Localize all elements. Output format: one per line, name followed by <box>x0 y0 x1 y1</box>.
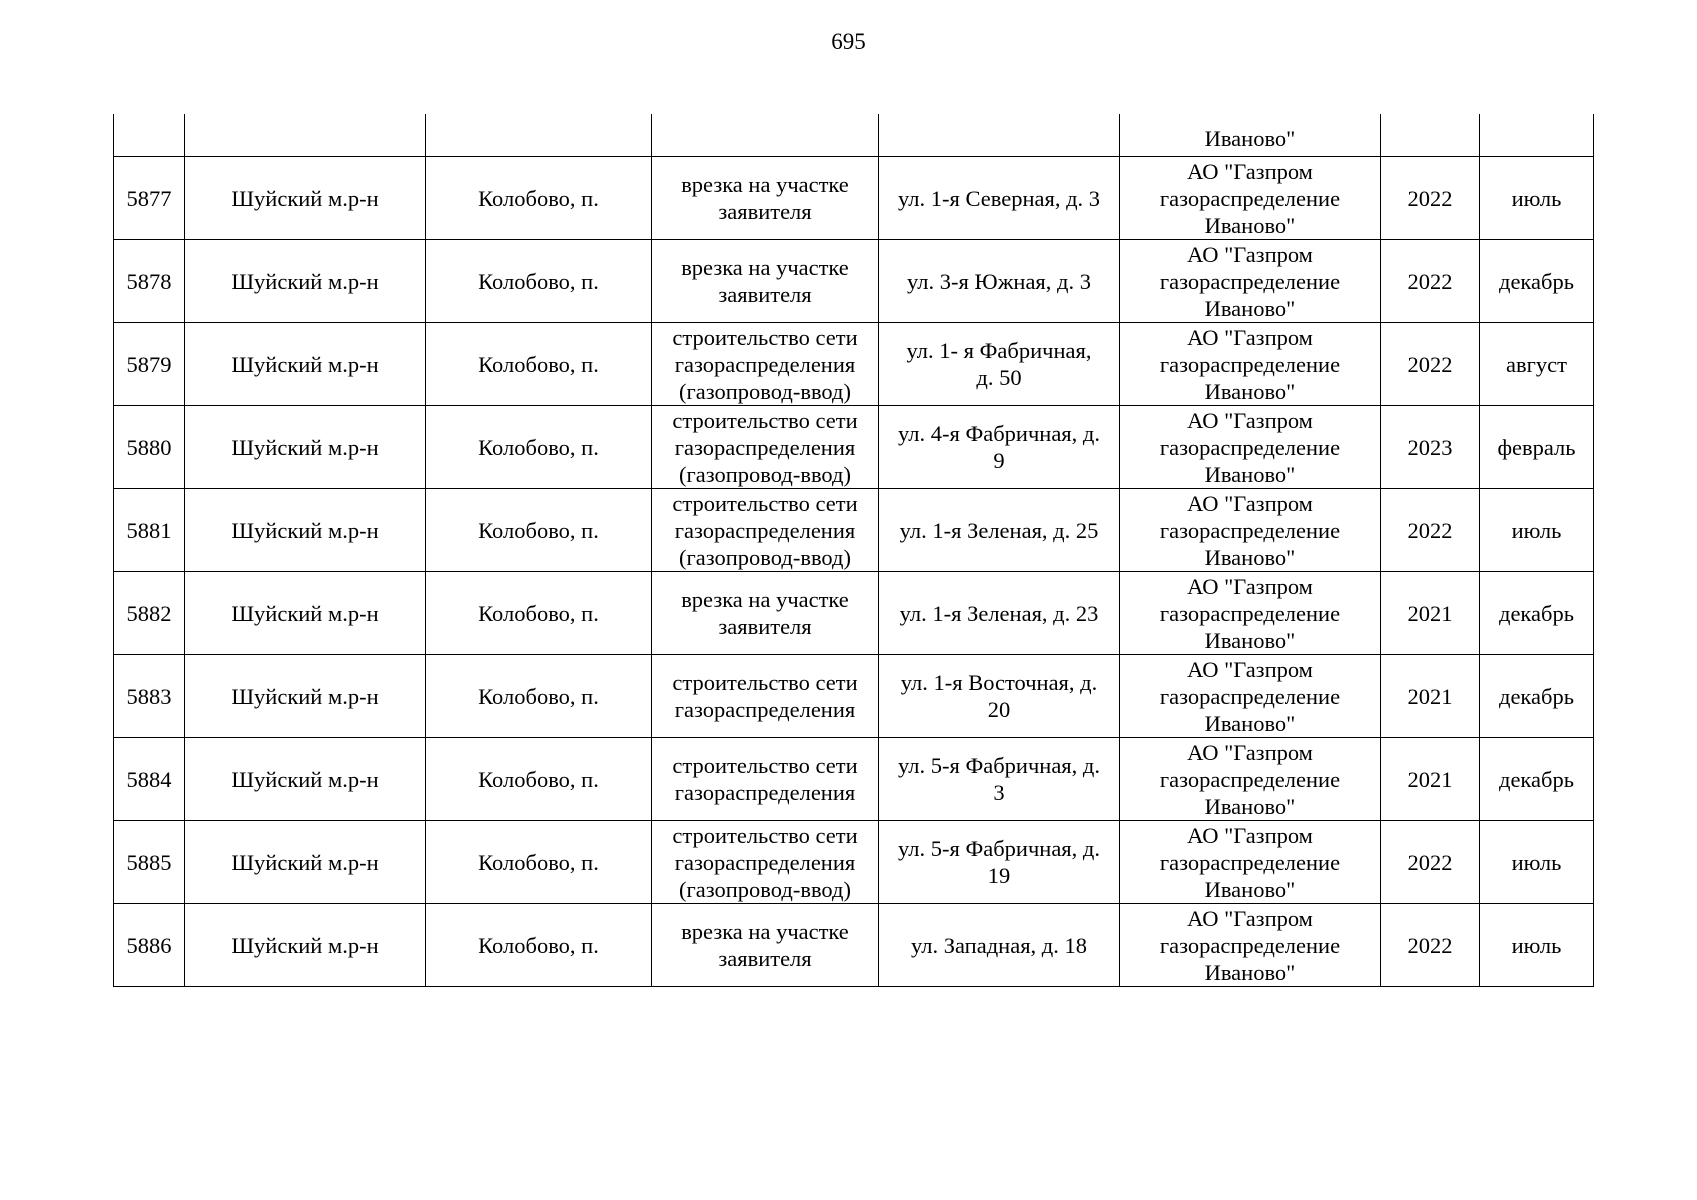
cell-month: июль <box>1480 821 1594 904</box>
cell-address: ул. 5-я Фабричная, д. 3 <box>879 738 1120 821</box>
cell-settlement: Колобово, п. <box>426 572 652 655</box>
cell-address: ул. 1-я Зеленая, д. 23 <box>879 572 1120 655</box>
cell-work-type: строительство сети газораспределения (газопровод-ввод) <box>652 406 879 489</box>
cell-address <box>879 114 1120 157</box>
cell-month: декабрь <box>1480 738 1594 821</box>
cell-organization: АО "Газпром газораспределение Иваново" <box>1120 904 1381 987</box>
cell-number: 5884 <box>114 738 185 821</box>
table-row <box>114 904 1594 987</box>
cell-number: 5881 <box>114 489 185 572</box>
table-row <box>114 821 1594 904</box>
cell-address: ул. 1-я Зеленая, д. 25 <box>879 489 1120 572</box>
cell-number: 5882 <box>114 572 185 655</box>
cell-district: Шуйский м.р-н <box>185 157 426 240</box>
cell-month: декабрь <box>1480 572 1594 655</box>
cell-month: февраль <box>1480 406 1594 489</box>
cell-work-type: строительство сети газораспределения <box>652 738 879 821</box>
cell-number: 5886 <box>114 904 185 987</box>
cell-work-type: врезка на участке заявителя <box>652 157 879 240</box>
cell-district: Шуйский м.р-н <box>185 655 426 738</box>
cell-year: 2022 <box>1381 821 1480 904</box>
cell-address: ул. 5-я Фабричная, д. 19 <box>879 821 1120 904</box>
cell-organization: АО "Газпром газораспределение Иваново" <box>1120 323 1381 406</box>
table-row <box>114 157 1594 240</box>
cell-district: Шуйский м.р-н <box>185 489 426 572</box>
cell-organization: АО "Газпром газораспределение Иваново" <box>1120 240 1381 323</box>
table-row <box>114 655 1594 738</box>
cell-year: 2021 <box>1381 738 1480 821</box>
cell-district: Шуйский м.р-н <box>185 904 426 987</box>
cell-number: 5878 <box>114 240 185 323</box>
cell-number: 5883 <box>114 655 185 738</box>
cell-settlement: Колобово, п. <box>426 655 652 738</box>
table-body <box>114 114 1594 987</box>
cell-number <box>114 114 185 157</box>
cell-district: Шуйский м.р-н <box>185 240 426 323</box>
cell-work-type: врезка на участке заявителя <box>652 240 879 323</box>
cell-year <box>1381 114 1480 157</box>
cell-year: 2022 <box>1381 489 1480 572</box>
cell-district: Шуйский м.р-н <box>185 738 426 821</box>
cell-month: август <box>1480 323 1594 406</box>
cell-work-type: строительство сети газораспределения (газопровод-ввод) <box>652 323 879 406</box>
cell-district <box>185 114 426 157</box>
cell-number: 5885 <box>114 821 185 904</box>
cell-settlement: Колобово, п. <box>426 904 652 987</box>
cell-settlement: Колобово, п. <box>426 240 652 323</box>
table-row <box>114 240 1594 323</box>
cell-address: ул. 4-я Фабричная, д. 9 <box>879 406 1120 489</box>
cell-month: декабрь <box>1480 240 1594 323</box>
table-row <box>114 738 1594 821</box>
cell-year: 2022 <box>1381 240 1480 323</box>
table-row <box>114 406 1594 489</box>
cell-year: 2022 <box>1381 904 1480 987</box>
cell-work-type: строительство сети газораспределения (газопровод-ввод) <box>652 821 879 904</box>
cell-settlement: Колобово, п. <box>426 821 652 904</box>
gas-connection-table <box>113 114 1594 987</box>
cell-month: июль <box>1480 489 1594 572</box>
cell-district: Шуйский м.р-н <box>185 821 426 904</box>
table-row <box>114 323 1594 406</box>
cell-work-type: строительство сети газораспределения (газопровод-ввод) <box>652 489 879 572</box>
cell-year: 2022 <box>1381 323 1480 406</box>
cell-address: ул. 1-я Северная, д. 3 <box>879 157 1120 240</box>
cell-organization: АО "Газпром газораспределение Иваново" <box>1120 489 1381 572</box>
cell-district: Шуйский м.р-н <box>185 406 426 489</box>
cell-settlement: Колобово, п. <box>426 157 652 240</box>
cell-organization: АО "Газпром газораспределение Иваново" <box>1120 821 1381 904</box>
cell-address: ул. 1-я Восточная, д. 20 <box>879 655 1120 738</box>
cell-organization: АО "Газпром газораспределение Иваново" <box>1120 655 1381 738</box>
cell-number: 5879 <box>114 323 185 406</box>
cell-month: июль <box>1480 904 1594 987</box>
cell-settlement <box>426 114 652 157</box>
table-row-continuation <box>114 114 1594 157</box>
cell-year: 2021 <box>1381 655 1480 738</box>
cell-month: декабрь <box>1480 655 1594 738</box>
cell-organization: АО "Газпром газораспределение Иваново" <box>1120 572 1381 655</box>
cell-year: 2021 <box>1381 572 1480 655</box>
cell-organization: Иваново" <box>1120 114 1381 157</box>
cell-settlement: Колобово, п. <box>426 738 652 821</box>
cell-address: ул. Западная, д. 18 <box>879 904 1120 987</box>
cell-month: июль <box>1480 157 1594 240</box>
cell-organization: АО "Газпром газораспределение Иваново" <box>1120 738 1381 821</box>
page-number: 695 <box>831 29 866 54</box>
cell-settlement: Колобово, п. <box>426 323 652 406</box>
cell-organization: АО "Газпром газораспределение Иваново" <box>1120 157 1381 240</box>
cell-settlement: Колобово, п. <box>426 489 652 572</box>
cell-district: Шуйский м.р-н <box>185 323 426 406</box>
cell-work-type: врезка на участке заявителя <box>652 904 879 987</box>
cell-district: Шуйский м.р-н <box>185 572 426 655</box>
cell-address: ул. 3-я Южная, д. 3 <box>879 240 1120 323</box>
cell-number: 5877 <box>114 157 185 240</box>
cell-work-type: врезка на участке заявителя <box>652 572 879 655</box>
table-row <box>114 572 1594 655</box>
cell-month <box>1480 114 1594 157</box>
cell-work-type <box>652 114 879 157</box>
cell-year: 2023 <box>1381 406 1480 489</box>
cell-number: 5880 <box>114 406 185 489</box>
cell-year: 2022 <box>1381 157 1480 240</box>
table-row <box>114 489 1594 572</box>
cell-work-type: строительство сети газораспределения <box>652 655 879 738</box>
cell-organization: АО "Газпром газораспределение Иваново" <box>1120 406 1381 489</box>
cell-address: ул. 1- я Фабричная, д. 50 <box>879 323 1120 406</box>
cell-settlement: Колобово, п. <box>426 406 652 489</box>
